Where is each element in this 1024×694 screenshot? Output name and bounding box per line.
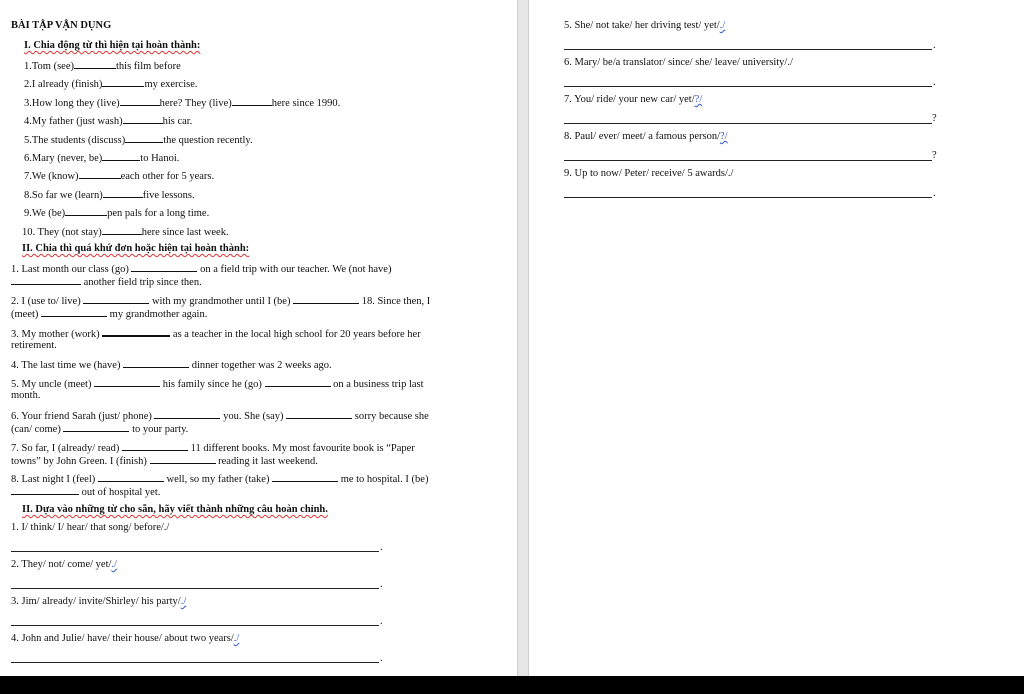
answer-line: [11, 551, 379, 552]
answer-line: [564, 49, 932, 50]
exercise-item: 6.Mary (never, be) to Hanoi.: [24, 153, 180, 164]
exercise-item: 9.We (be) pen pals for a long time.: [24, 208, 210, 219]
answer-end-mark: .: [933, 77, 936, 88]
answer-end-mark: .: [933, 40, 936, 51]
sentence-prompt: 6. Mary/ be/a translator/ since/ she/ leave/ university/./: [564, 57, 793, 68]
answer-line: [11, 625, 379, 626]
bottom-black-bar: [0, 676, 1024, 694]
exercise-item: 6. Your friend Sarah (just/ phone) you. She (say) sorry because she: [11, 411, 429, 422]
answer-end-mark: .: [933, 188, 936, 199]
answer-line: [564, 86, 932, 87]
document-page-left: [0, 0, 517, 676]
answer-line: [11, 588, 379, 589]
answer-end-mark: .: [380, 616, 383, 627]
exercise-item-continued: out of hospital yet.: [11, 485, 160, 499]
exercise-item-continued: (meet) my grandmother again.: [11, 309, 208, 320]
exercise-item: 2.I already (finish) my exercise.: [24, 79, 198, 90]
sentence-prompt: 4. John and Julie/ have/ their house/ about two years/./: [11, 633, 240, 644]
exercise-item: 4.My father (just wash) his car.: [24, 116, 193, 127]
section2-heading: II. Chia thì quá khứ đơn hoặc hiện tại hoàn thành:: [22, 243, 250, 254]
page-title: BÀI TẬP VẬN DỤNG: [11, 20, 112, 31]
sentence-prompt: 3. Jim/ already/ invite/Shirley/ his party/./: [11, 596, 187, 607]
exercise-item: 7. So far, I (already/ read) 11 different books. My most favourite book is “Paper: [11, 443, 415, 454]
answer-end-mark: .: [380, 653, 383, 664]
answer-end-mark: ?: [932, 150, 937, 161]
sentence-prompt: 7. You/ ride/ your new car/ yet/?/: [564, 94, 703, 105]
exercise-item-continued: (can/ come) to your party.: [11, 424, 189, 435]
exercise-item-continued: another field trip since then.: [11, 275, 202, 289]
section1-heading: I. Chia động từ thì hiện tại hoàn thành:: [24, 40, 201, 51]
exercise-item-continued: month.: [11, 390, 41, 401]
sentence-prompt: 8. Paul/ ever/ meet/ a famous person/?/: [564, 131, 728, 142]
exercise-item: 8. Last night I (feel) well, so my father (take) me to hospital. I (be): [11, 474, 429, 485]
answer-line: [11, 662, 379, 663]
page-gutter: [517, 0, 529, 676]
exercise-item-continued: towns” by John Green. I (finish) reading it last weekend.: [11, 456, 318, 467]
exercise-item: 3. My mother (work) as a teacher in the local high school for 20 years before her: [11, 326, 421, 341]
answer-line: [564, 197, 932, 198]
answer-end-mark: .: [380, 542, 383, 553]
section3-heading: II. Dựa vào những từ cho sẵn, hãy viết thành những câu hoàn chỉnh.: [22, 504, 328, 515]
sentence-prompt: 5. She/ not take/ her driving test/ yet/./: [564, 20, 726, 31]
sentence-prompt: 2. They/ not/ come/ yet/./: [11, 559, 117, 570]
exercise-item: 10. They (not stay) here since last week.: [22, 227, 229, 238]
exercise-item: 8.So far we (learn) five lessons.: [24, 190, 195, 201]
answer-line: [564, 160, 932, 161]
exercise-item: 1. Last month our class (go) on a field trip with our teacher. We (not have): [11, 264, 392, 275]
answer-end-mark: ?: [932, 113, 937, 124]
exercise-item: 2. I (use to/ live) with my grandmother until I (be) 18. Since then, I: [11, 296, 431, 307]
answer-end-mark: .: [380, 579, 383, 590]
exercise-item-continued: retirement.: [11, 340, 57, 351]
sentence-prompt: 9. Up to now/ Peter/ receive/ 5 awards/./: [564, 168, 734, 179]
sentence-prompt: 1. I/ think/ I/ hear/ that song/ before/./: [11, 522, 170, 533]
exercise-item: 4. The last time we (have) dinner together was 2 weeks ago.: [11, 360, 332, 371]
exercise-item: 3.How long they (live) here? They (live) here since 1990.: [24, 98, 341, 109]
exercise-item: 1.Tom (see) this film before: [24, 61, 181, 72]
exercise-item: 5. My uncle (meet) his family since he (go) on a business trip last: [11, 379, 424, 390]
answer-line: [564, 123, 932, 124]
document-page-right: [529, 0, 1024, 676]
exercise-item: 5.The students (discuss) the question recently.: [24, 135, 253, 146]
exercise-item: 7.We (know) each other for 5 years.: [24, 171, 215, 182]
